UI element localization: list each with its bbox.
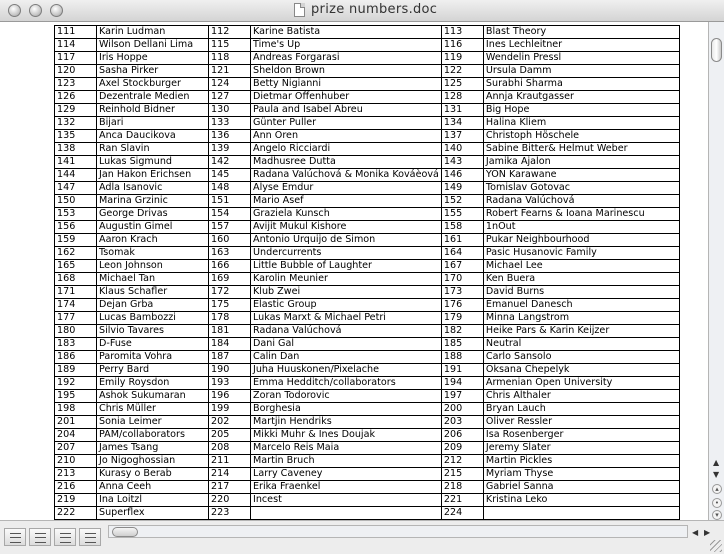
prize-number[interactable]: 221 bbox=[441, 494, 483, 507]
status-bar bbox=[0, 520, 724, 554]
artist-name[interactable]: Adla Isanovic bbox=[97, 182, 209, 195]
table-row bbox=[55, 286, 680, 299]
document-area[interactable] bbox=[0, 22, 708, 520]
prize-number[interactable]: 188 bbox=[441, 351, 483, 364]
artist-name[interactable]: Armenian Open University bbox=[483, 377, 679, 390]
prize-number[interactable]: 203 bbox=[441, 416, 483, 429]
artist-name[interactable]: Borghesia bbox=[251, 403, 442, 416]
artist-name[interactable]: Calin Dan bbox=[251, 351, 442, 364]
prize-number[interactable]: 138 bbox=[55, 143, 97, 156]
resize-grip-icon[interactable] bbox=[710, 540, 722, 552]
table-row bbox=[55, 442, 680, 455]
arrow-left-icon[interactable]: ◀ bbox=[692, 528, 699, 537]
prize-number[interactable]: 209 bbox=[441, 442, 483, 455]
prize-number[interactable]: 134 bbox=[441, 117, 483, 130]
artist-name[interactable]: Leon Johnson bbox=[97, 260, 209, 273]
prize-number[interactable]: 147 bbox=[55, 182, 97, 195]
artist-name[interactable]: Ashok Sukumaran bbox=[97, 390, 209, 403]
artist-name[interactable]: Sonia Leimer bbox=[97, 416, 209, 429]
prize-number[interactable]: 113 bbox=[441, 26, 483, 39]
artist-name[interactable]: Marina Grzinic bbox=[97, 195, 209, 208]
prize-number[interactable]: 157 bbox=[209, 221, 251, 234]
prize-number[interactable]: 175 bbox=[209, 299, 251, 312]
prize-number[interactable]: 196 bbox=[209, 390, 251, 403]
table-row bbox=[55, 117, 680, 130]
prize-number[interactable]: 199 bbox=[209, 403, 251, 416]
prize-number[interactable]: 119 bbox=[441, 52, 483, 65]
artist-name[interactable]: Andreas Forgarasi bbox=[251, 52, 442, 65]
artist-name[interactable]: Jamika Ajalon bbox=[483, 156, 679, 169]
artist-name[interactable]: Robert Fearns & Ioana Marinescu bbox=[483, 208, 679, 221]
prize-number[interactable]: 223 bbox=[209, 507, 251, 520]
artist-name[interactable]: PAM/collaborators bbox=[97, 429, 209, 442]
artist-name[interactable]: Martjin Hendriks bbox=[251, 416, 442, 429]
prize-number[interactable]: 212 bbox=[441, 455, 483, 468]
prize-number[interactable]: 137 bbox=[441, 130, 483, 143]
artist-name[interactable]: Gabriel Sanna bbox=[483, 481, 679, 494]
prize-number[interactable]: 120 bbox=[55, 65, 97, 78]
prize-number[interactable]: 118 bbox=[209, 52, 251, 65]
artist-name[interactable]: Bryan Lauch bbox=[483, 403, 679, 416]
prize-number[interactable]: 133 bbox=[209, 117, 251, 130]
artist-name[interactable]: Augustin Gimel bbox=[97, 221, 209, 234]
artist-name[interactable]: Emma Hedditch/collaborators bbox=[251, 377, 442, 390]
prize-number[interactable]: 177 bbox=[55, 312, 97, 325]
artist-name[interactable]: Martin Bruch bbox=[251, 455, 442, 468]
prize-number[interactable]: 151 bbox=[209, 195, 251, 208]
prize-number[interactable]: 202 bbox=[209, 416, 251, 429]
prize-number[interactable]: 222 bbox=[55, 507, 97, 520]
artist-name[interactable]: Paromita Vohra bbox=[97, 351, 209, 364]
table-row bbox=[55, 403, 680, 416]
prize-number[interactable]: 128 bbox=[441, 91, 483, 104]
artist-name[interactable]: Avijit Mukul Kishore bbox=[251, 221, 442, 234]
artist-name[interactable]: Radana Valúchová bbox=[483, 195, 679, 208]
prize-number[interactable]: 207 bbox=[55, 442, 97, 455]
artist-name[interactable]: Blast Theory bbox=[483, 26, 679, 39]
prize-number[interactable]: 141 bbox=[55, 156, 97, 169]
artist-name[interactable]: Heike Pars & Karin Keijzer bbox=[483, 325, 679, 338]
table-row bbox=[55, 104, 680, 117]
prize-number[interactable]: 129 bbox=[55, 104, 97, 117]
artist-name[interactable]: Anna Ceeh bbox=[97, 481, 209, 494]
artist-name[interactable]: Pukar Neighbourhood bbox=[483, 234, 679, 247]
artist-name[interactable]: Emanuel Danesch bbox=[483, 299, 679, 312]
prize-number[interactable]: 145 bbox=[209, 169, 251, 182]
prize-number[interactable]: 168 bbox=[55, 273, 97, 286]
prize-number[interactable]: 125 bbox=[441, 78, 483, 91]
artist-name[interactable]: Marcelo Reis Maia bbox=[251, 442, 442, 455]
table-row bbox=[55, 494, 680, 507]
prize-number[interactable]: 115 bbox=[209, 39, 251, 52]
prize-number[interactable]: 185 bbox=[441, 338, 483, 351]
artist-name[interactable]: Angelo Ricciardi bbox=[251, 143, 442, 156]
prize-number[interactable]: 189 bbox=[55, 364, 97, 377]
prize-number[interactable]: 197 bbox=[441, 390, 483, 403]
artist-name[interactable]: Mikki Muhr & Ines Doujak bbox=[251, 429, 442, 442]
prize-number[interactable]: 172 bbox=[209, 286, 251, 299]
prize-number[interactable]: 187 bbox=[209, 351, 251, 364]
artist-name[interactable]: Lukas Sigmund bbox=[97, 156, 209, 169]
prize-number[interactable]: 214 bbox=[209, 468, 251, 481]
artist-name[interactable]: Sabine Bitter& Helmut Weber bbox=[483, 143, 679, 156]
prize-number[interactable]: 153 bbox=[55, 208, 97, 221]
prize-number[interactable]: 123 bbox=[55, 78, 97, 91]
arrow-right-icon[interactable]: ▶ bbox=[704, 528, 711, 537]
artist-name[interactable]: Martin Pickles bbox=[483, 455, 679, 468]
artist-name[interactable]: Carlo Sansolo bbox=[483, 351, 679, 364]
artist-name[interactable]: Myriam Thyse bbox=[483, 468, 679, 481]
prize-number[interactable]: 170 bbox=[441, 273, 483, 286]
artist-name[interactable]: Sasha Pirker bbox=[97, 65, 209, 78]
artist-name[interactable]: Big Hope bbox=[483, 104, 679, 117]
table-row bbox=[55, 351, 680, 364]
prize-number[interactable]: 159 bbox=[55, 234, 97, 247]
prize-number[interactable]: 218 bbox=[441, 481, 483, 494]
artist-name[interactable]: Ran Slavin bbox=[97, 143, 209, 156]
artist-name[interactable]: Klub Zwei bbox=[251, 286, 442, 299]
table-row bbox=[55, 39, 680, 52]
notebook-view-icon[interactable] bbox=[79, 528, 101, 546]
prize-number[interactable]: 161 bbox=[441, 234, 483, 247]
artist-name[interactable]: Jan Hakon Erichsen bbox=[97, 169, 209, 182]
prize-number[interactable]: 211 bbox=[209, 455, 251, 468]
table-row bbox=[55, 416, 680, 429]
artist-name[interactable]: Dani Gal bbox=[251, 338, 442, 351]
prize-number[interactable]: 143 bbox=[441, 156, 483, 169]
close-icon[interactable] bbox=[8, 4, 21, 17]
artist-name[interactable]: Radana Valúchová bbox=[251, 325, 442, 338]
artist-name[interactable]: Undercurrents bbox=[251, 247, 442, 260]
prize-number[interactable]: 142 bbox=[209, 156, 251, 169]
table-row bbox=[55, 468, 680, 481]
artist-name[interactable]: Ina Loitzl bbox=[97, 494, 209, 507]
prize-number[interactable]: 213 bbox=[55, 468, 97, 481]
table-row bbox=[55, 52, 680, 65]
artist-name[interactable]: Karolin Meunier bbox=[251, 273, 442, 286]
prize-number[interactable]: 150 bbox=[55, 195, 97, 208]
artist-name[interactable]: Neutral bbox=[483, 338, 679, 351]
artist-name[interactable]: Jeremy Slater bbox=[483, 442, 679, 455]
prize-number[interactable]: 167 bbox=[441, 260, 483, 273]
page-layout-view-icon[interactable] bbox=[54, 528, 76, 546]
prize-number[interactable]: 139 bbox=[209, 143, 251, 156]
table-row bbox=[55, 234, 680, 247]
prize-number[interactable]: 174 bbox=[55, 299, 97, 312]
artist-name[interactable]: Graziela Kunsch bbox=[251, 208, 442, 221]
artist-name[interactable]: Michael Tan bbox=[97, 273, 209, 286]
artist-name[interactable]: Oksana Chepelyk bbox=[483, 364, 679, 377]
artist-name[interactable]: Elastic Group bbox=[251, 299, 442, 312]
prize-number[interactable]: 210 bbox=[55, 455, 97, 468]
prize-number[interactable]: 182 bbox=[441, 325, 483, 338]
table-row bbox=[55, 169, 680, 182]
artist-name[interactable] bbox=[483, 507, 679, 520]
prize-number[interactable]: 117 bbox=[55, 52, 97, 65]
prize-number[interactable]: 156 bbox=[55, 221, 97, 234]
prize-number[interactable]: 194 bbox=[441, 377, 483, 390]
prize-number[interactable]: 165 bbox=[55, 260, 97, 273]
artist-name[interactable]: Ines Lechleitner bbox=[483, 39, 679, 52]
artist-name[interactable]: Klaus Schafler bbox=[97, 286, 209, 299]
prize-number[interactable]: 149 bbox=[441, 182, 483, 195]
artist-name[interactable]: Dezentrale Medien bbox=[97, 91, 209, 104]
prize-number[interactable]: 204 bbox=[55, 429, 97, 442]
prize-number[interactable]: 216 bbox=[55, 481, 97, 494]
artist-name[interactable]: Time's Up bbox=[251, 39, 442, 52]
prize-number[interactable]: 179 bbox=[441, 312, 483, 325]
prize-number[interactable]: 190 bbox=[209, 364, 251, 377]
table-row bbox=[55, 299, 680, 312]
prize-number[interactable]: 121 bbox=[209, 65, 251, 78]
artist-name[interactable]: Silvio Tavares bbox=[97, 325, 209, 338]
artist-name[interactable]: Oliver Ressler bbox=[483, 416, 679, 429]
prize-number[interactable]: 200 bbox=[441, 403, 483, 416]
prize-number[interactable]: 124 bbox=[209, 78, 251, 91]
artist-name[interactable]: Dejan Grba bbox=[97, 299, 209, 312]
table-row bbox=[55, 507, 680, 520]
table-row bbox=[55, 390, 680, 403]
table-row bbox=[55, 377, 680, 390]
artist-name[interactable]: Betty Nigianni bbox=[251, 78, 442, 91]
artist-name[interactable]: Karin Ludman bbox=[97, 26, 209, 39]
arrow-up-icon[interactable]: ▲ bbox=[713, 458, 720, 467]
prize-number[interactable]: 144 bbox=[55, 169, 97, 182]
artist-name[interactable]: YON Karawane bbox=[483, 169, 679, 182]
table-row bbox=[55, 182, 680, 195]
prize-number[interactable]: 146 bbox=[441, 169, 483, 182]
prize-number[interactable]: 158 bbox=[441, 221, 483, 234]
prize-number[interactable]: 163 bbox=[209, 247, 251, 260]
prize-number[interactable]: 215 bbox=[441, 468, 483, 481]
prize-number[interactable]: 152 bbox=[441, 195, 483, 208]
prize-number[interactable]: 114 bbox=[55, 39, 97, 52]
prize-number[interactable]: 135 bbox=[55, 130, 97, 143]
prize-number[interactable]: 186 bbox=[55, 351, 97, 364]
vertical-scroll-thumb[interactable] bbox=[711, 38, 722, 62]
artist-name[interactable]: Chris Müller bbox=[97, 403, 209, 416]
artist-name[interactable]: Perry Bard bbox=[97, 364, 209, 377]
artist-name[interactable]: George Drivas bbox=[97, 208, 209, 221]
artist-name[interactable]: Erika Fraenkel bbox=[251, 481, 442, 494]
prize-number[interactable]: 183 bbox=[55, 338, 97, 351]
table-row bbox=[55, 91, 680, 104]
horizontal-scroll-thumb[interactable] bbox=[112, 527, 138, 537]
table-row bbox=[55, 78, 680, 91]
artist-name[interactable]: Antonio Urquijo de Simon bbox=[251, 234, 442, 247]
artist-name[interactable]: James Tsang bbox=[97, 442, 209, 455]
prize-number[interactable]: 155 bbox=[441, 208, 483, 221]
prize-number[interactable]: 178 bbox=[209, 312, 251, 325]
prize-number[interactable]: 127 bbox=[209, 91, 251, 104]
prize-number[interactable]: 126 bbox=[55, 91, 97, 104]
table-row bbox=[55, 26, 680, 39]
prize-number[interactable]: 154 bbox=[209, 208, 251, 221]
artist-name[interactable]: Incest bbox=[251, 494, 442, 507]
artist-name[interactable]: Jo Nigoghossian bbox=[97, 455, 209, 468]
artist-name[interactable]: Radana Valúchová & Monika Kováèová bbox=[251, 169, 442, 182]
table-row bbox=[55, 481, 680, 494]
prize-number[interactable]: 198 bbox=[55, 403, 97, 416]
prize-table bbox=[54, 25, 680, 520]
prize-number[interactable]: 169 bbox=[209, 273, 251, 286]
artist-name[interactable]: Zoran Todorovic bbox=[251, 390, 442, 403]
artist-name[interactable]: Dietmar Offenhuber bbox=[251, 91, 442, 104]
prize-number[interactable]: 132 bbox=[55, 117, 97, 130]
table-row bbox=[55, 221, 680, 234]
table-row bbox=[55, 195, 680, 208]
artist-name[interactable] bbox=[251, 507, 442, 520]
zoom-icon[interactable] bbox=[50, 4, 63, 17]
artist-name[interactable]: Juha Huuskonen/Pixelache bbox=[251, 364, 442, 377]
artist-name[interactable]: Larry Caveney bbox=[251, 468, 442, 481]
prize-number[interactable]: 136 bbox=[209, 130, 251, 143]
artist-name[interactable]: Tsomak bbox=[97, 247, 209, 260]
outline-view-icon[interactable] bbox=[29, 528, 51, 546]
prize-number[interactable]: 206 bbox=[441, 429, 483, 442]
arrow-down-icon[interactable]: ▼ bbox=[713, 470, 720, 479]
artist-name[interactable]: Isa Rosenberger bbox=[483, 429, 679, 442]
artist-name[interactable]: Lukas Marxt & Michael Petri bbox=[251, 312, 442, 325]
table-row bbox=[55, 273, 680, 286]
artist-name[interactable]: Michael Lee bbox=[483, 260, 679, 273]
prize-number[interactable]: 184 bbox=[209, 338, 251, 351]
artist-name[interactable]: Ken Buera bbox=[483, 273, 679, 286]
prize-number[interactable]: 219 bbox=[55, 494, 97, 507]
artist-name[interactable]: Superflex bbox=[97, 507, 209, 520]
vertical-scrollbar[interactable] bbox=[708, 22, 724, 520]
prize-number[interactable]: 191 bbox=[441, 364, 483, 377]
prize-number[interactable]: 166 bbox=[209, 260, 251, 273]
artist-name[interactable]: Little Bubble of Laughter bbox=[251, 260, 442, 273]
prize-number[interactable]: 111 bbox=[55, 26, 97, 39]
prize-number[interactable]: 181 bbox=[209, 325, 251, 338]
prize-number[interactable]: 224 bbox=[441, 507, 483, 520]
artist-name[interactable]: Ursula Damm bbox=[483, 65, 679, 78]
table-row bbox=[55, 338, 680, 351]
artist-name[interactable]: Alyse Emdur bbox=[251, 182, 442, 195]
prize-number[interactable]: 112 bbox=[209, 26, 251, 39]
draft-view-icon[interactable] bbox=[4, 528, 26, 546]
prize-number[interactable]: 192 bbox=[55, 377, 97, 390]
prize-number[interactable]: 148 bbox=[209, 182, 251, 195]
artist-name[interactable]: Surabhi Sharma bbox=[483, 78, 679, 91]
table-row bbox=[55, 260, 680, 273]
artist-name[interactable]: Reinhold Bidner bbox=[97, 104, 209, 117]
prize-number[interactable]: 122 bbox=[441, 65, 483, 78]
artist-name[interactable]: David Burns bbox=[483, 286, 679, 299]
artist-name[interactable]: Günter Puller bbox=[251, 117, 442, 130]
prize-number[interactable]: 130 bbox=[209, 104, 251, 117]
prize-number[interactable]: 195 bbox=[55, 390, 97, 403]
minimize-icon[interactable] bbox=[29, 4, 42, 17]
table-row bbox=[55, 156, 680, 169]
prize-number[interactable]: 217 bbox=[209, 481, 251, 494]
prize-number[interactable]: 116 bbox=[441, 39, 483, 52]
prize-number[interactable]: 201 bbox=[55, 416, 97, 429]
horizontal-scrollbar[interactable] bbox=[108, 525, 688, 538]
artist-name[interactable]: Halina Kliem bbox=[483, 117, 679, 130]
artist-name[interactable]: Mario Asef bbox=[251, 195, 442, 208]
artist-name[interactable]: Pasic Husanovic Family bbox=[483, 247, 679, 260]
prize-number[interactable]: 140 bbox=[441, 143, 483, 156]
table-row bbox=[55, 143, 680, 156]
artist-name[interactable]: Christoph Höschele bbox=[483, 130, 679, 143]
document-icon bbox=[294, 3, 305, 17]
prize-number[interactable]: 220 bbox=[209, 494, 251, 507]
artist-name[interactable]: Lucas Bambozzi bbox=[97, 312, 209, 325]
browse-object-icon[interactable]: • bbox=[712, 498, 722, 508]
artist-name[interactable]: Tomislav Gotovac bbox=[483, 182, 679, 195]
prize-number[interactable]: 173 bbox=[441, 286, 483, 299]
artist-name[interactable]: Paula and Isabel Abreu bbox=[251, 104, 442, 117]
artist-name[interactable]: Sheldon Brown bbox=[251, 65, 442, 78]
table-row bbox=[55, 429, 680, 442]
artist-name[interactable]: Wilson Dellani Lima bbox=[97, 39, 209, 52]
prize-number[interactable]: 180 bbox=[55, 325, 97, 338]
artist-name[interactable]: Madhusree Dutta bbox=[251, 156, 442, 169]
artist-name[interactable]: Anca Daucikova bbox=[97, 130, 209, 143]
title-bar bbox=[0, 0, 724, 22]
artist-name[interactable]: Axel Stockburger bbox=[97, 78, 209, 91]
table-row bbox=[55, 364, 680, 377]
prize-number[interactable]: 176 bbox=[441, 299, 483, 312]
prize-number[interactable]: 171 bbox=[55, 286, 97, 299]
prize-number[interactable]: 193 bbox=[209, 377, 251, 390]
next-page-icon[interactable]: ▾ bbox=[712, 510, 722, 520]
table-row bbox=[55, 65, 680, 78]
artist-name[interactable]: Annja Krautgasser bbox=[483, 91, 679, 104]
artist-name[interactable]: Bijari bbox=[97, 117, 209, 130]
prize-number[interactable]: 160 bbox=[209, 234, 251, 247]
artist-name[interactable]: Iris Hoppe bbox=[97, 52, 209, 65]
previous-page-icon[interactable]: ▴ bbox=[712, 484, 722, 494]
prize-number[interactable]: 162 bbox=[55, 247, 97, 260]
table-row bbox=[55, 455, 680, 468]
artist-name[interactable]: D-Fuse bbox=[97, 338, 209, 351]
prize-number[interactable]: 131 bbox=[441, 104, 483, 117]
table-row bbox=[55, 312, 680, 325]
artist-name[interactable]: 1nOut bbox=[483, 221, 679, 234]
window-title: prize numbers.doc bbox=[311, 2, 438, 17]
artist-name[interactable]: Wendelin Pressl bbox=[483, 52, 679, 65]
artist-name[interactable]: Kristina Leko bbox=[483, 494, 679, 507]
prize-number[interactable]: 164 bbox=[441, 247, 483, 260]
artist-name[interactable]: Karine Batista bbox=[251, 26, 442, 39]
table-row bbox=[55, 247, 680, 260]
prize-number[interactable]: 205 bbox=[209, 429, 251, 442]
table-row bbox=[55, 208, 680, 221]
artist-name[interactable]: Ann Oren bbox=[251, 130, 442, 143]
table-row bbox=[55, 325, 680, 338]
table-row bbox=[55, 130, 680, 143]
artist-name[interactable]: Minna Langstrom bbox=[483, 312, 679, 325]
prize-number[interactable]: 208 bbox=[209, 442, 251, 455]
artist-name[interactable]: Chris Althaler bbox=[483, 390, 679, 403]
artist-name[interactable]: Aaron Krach bbox=[97, 234, 209, 247]
artist-name[interactable]: Kurasy o Berab bbox=[97, 468, 209, 481]
artist-name[interactable]: Emily Roysdon bbox=[97, 377, 209, 390]
